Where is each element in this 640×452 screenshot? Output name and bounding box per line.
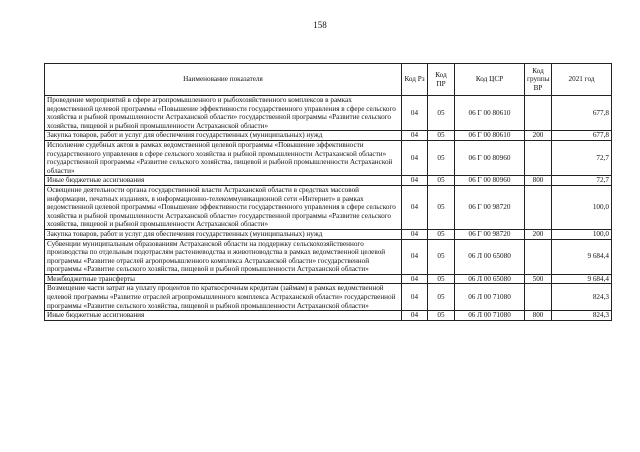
- row-csr: 06 Г 00 80610: [455, 96, 525, 131]
- row-pr: 05: [428, 140, 455, 175]
- table-row: [45, 239, 612, 274]
- row-vr: [525, 140, 552, 175]
- table-row: [45, 284, 612, 311]
- table-row: [45, 229, 612, 239]
- header-vr: Код группы ВР: [525, 64, 552, 96]
- table-row: [45, 96, 612, 131]
- row-vr: [525, 96, 552, 131]
- table-row: [45, 311, 612, 321]
- row-rz: 04: [402, 176, 428, 186]
- header-csr: Код ЦСР: [455, 64, 525, 96]
- budget-table: [44, 63, 612, 321]
- row-vr: [525, 185, 552, 229]
- row-rz: 04: [402, 140, 428, 175]
- row-vr: [525, 284, 552, 311]
- row-name: Исполнение судебных актов в рамках ведомственной целевой программы «Повышение эффективности государственного управления в сфере сельского хозяйства и рыбной промышленности Астраханской области» государственной программы «Развитие сельского хозяйства, пищевой и рыбной промышленности Астраханской области»: [45, 140, 402, 175]
- row-csr: 06 Л 00 71080: [455, 284, 525, 311]
- table-row: [45, 140, 612, 175]
- header-year: 2021 год: [552, 64, 612, 96]
- row-value: 72,7: [552, 176, 612, 186]
- row-csr: 06 Г 00 80610: [455, 131, 525, 141]
- row-name: Закупка товаров, работ и услуг для обеспечения государственных (муниципальных) нужд: [45, 229, 402, 239]
- header-rz: Код Рз: [402, 64, 428, 96]
- row-pr: 05: [428, 131, 455, 141]
- row-csr: 06 Г 00 80960: [455, 176, 525, 186]
- header-name: Наименование показателя: [45, 64, 402, 96]
- table-row: [45, 185, 612, 229]
- row-name: Проведение мероприятий в сфере агропромышленного и рыбохозяйственного комплексов в рамках ведомственной целевой программы «Повышение эффективности государственного управления в сфере сельского хозяйства и рыбной промышленности Астраханской области» государственной программы «Развитие сельского хозяйства, пищевой и рыбной промышленности Астраханской области»: [45, 96, 402, 131]
- row-name: Закупка товаров, работ и услуг для обеспечения государственных (муниципальных) нужд: [45, 131, 402, 141]
- row-value: 9 684,4: [552, 274, 612, 284]
- row-csr: 06 Г 00 98720: [455, 185, 525, 229]
- table-row: [45, 131, 612, 141]
- row-name: Возмещение части затрат на уплату процентов по краткосрочным кредитам (займам) в рамках ведомственной целевой программы «Развитие отраслей агропромышленного комплекса Астраханской области» государственной программы «Развитие сельского хозяйства, пищевой и рыбной промышленности Астраханской области»: [45, 284, 402, 311]
- row-vr: [525, 239, 552, 274]
- row-csr: 06 Л 00 65080: [455, 274, 525, 284]
- row-pr: 05: [428, 229, 455, 239]
- header-pr: Код ПР: [428, 64, 455, 96]
- row-name: Субвенции муниципальным образованиям Астраханской области на поддержку сельскохозяйственного производства по отдельным подотраслям растениеводства и животноводства в рамках ведомственной целевой программы «Развитие отраслей агропромышленного комплекса Астраханской области» государственной программы «Развитие сельского хозяйства, пищевой и рыбной промышленности Астраханской области»: [45, 239, 402, 274]
- row-value: 677,8: [552, 96, 612, 131]
- table-row: [45, 274, 612, 284]
- row-pr: 05: [428, 185, 455, 229]
- row-pr: 05: [428, 284, 455, 311]
- row-csr: 06 Л 00 65080: [455, 239, 525, 274]
- row-vr: 800: [525, 311, 552, 321]
- row-pr: 05: [428, 239, 455, 274]
- row-value: 72,7: [552, 140, 612, 175]
- row-rz: 04: [402, 239, 428, 274]
- row-value: 677,8: [552, 131, 612, 141]
- row-csr: 06 Л 00 71080: [455, 311, 525, 321]
- row-name: Освещение деятельности органа государственной власти Астраханской области в средствах массовой информации, печатных изданиях, в информационно-телекоммуникационной сети «Интернет» в рамках ведомственной целевой программы «Повышение эффективности государственного управления в сфере сельского хозяйства и рыбной промышленности Астраханской области» государственной программы «Развитие сельского хозяйства, пищевой и рыбной промышленности Астраханской области»: [45, 185, 402, 229]
- row-value: 100,0: [552, 185, 612, 229]
- row-rz: 04: [402, 284, 428, 311]
- table-header-row: [45, 64, 612, 96]
- row-value: 824,3: [552, 284, 612, 311]
- table-row: [45, 176, 612, 186]
- row-rz: 04: [402, 311, 428, 321]
- page-number: 158: [313, 20, 327, 30]
- row-pr: 05: [428, 274, 455, 284]
- row-rz: 04: [402, 185, 428, 229]
- row-vr: 200: [525, 131, 552, 141]
- row-pr: 05: [428, 176, 455, 186]
- row-csr: 06 Г 00 98720: [455, 229, 525, 239]
- row-value: 100,0: [552, 229, 612, 239]
- row-rz: 04: [402, 229, 428, 239]
- row-rz: 04: [402, 96, 428, 131]
- row-vr: 800: [525, 176, 552, 186]
- row-vr: 200: [525, 229, 552, 239]
- row-rz: 04: [402, 274, 428, 284]
- row-name: Иные бюджетные ассигнования: [45, 311, 402, 321]
- row-pr: 05: [428, 311, 455, 321]
- row-csr: 06 Г 00 80960: [455, 140, 525, 175]
- row-name: Межбюджетные трансферты: [45, 274, 402, 284]
- row-vr: 500: [525, 274, 552, 284]
- row-name: Иные бюджетные ассигнования: [45, 176, 402, 186]
- row-pr: 05: [428, 96, 455, 131]
- row-value: 824,3: [552, 311, 612, 321]
- row-rz: 04: [402, 131, 428, 141]
- row-value: 9 684,4: [552, 239, 612, 274]
